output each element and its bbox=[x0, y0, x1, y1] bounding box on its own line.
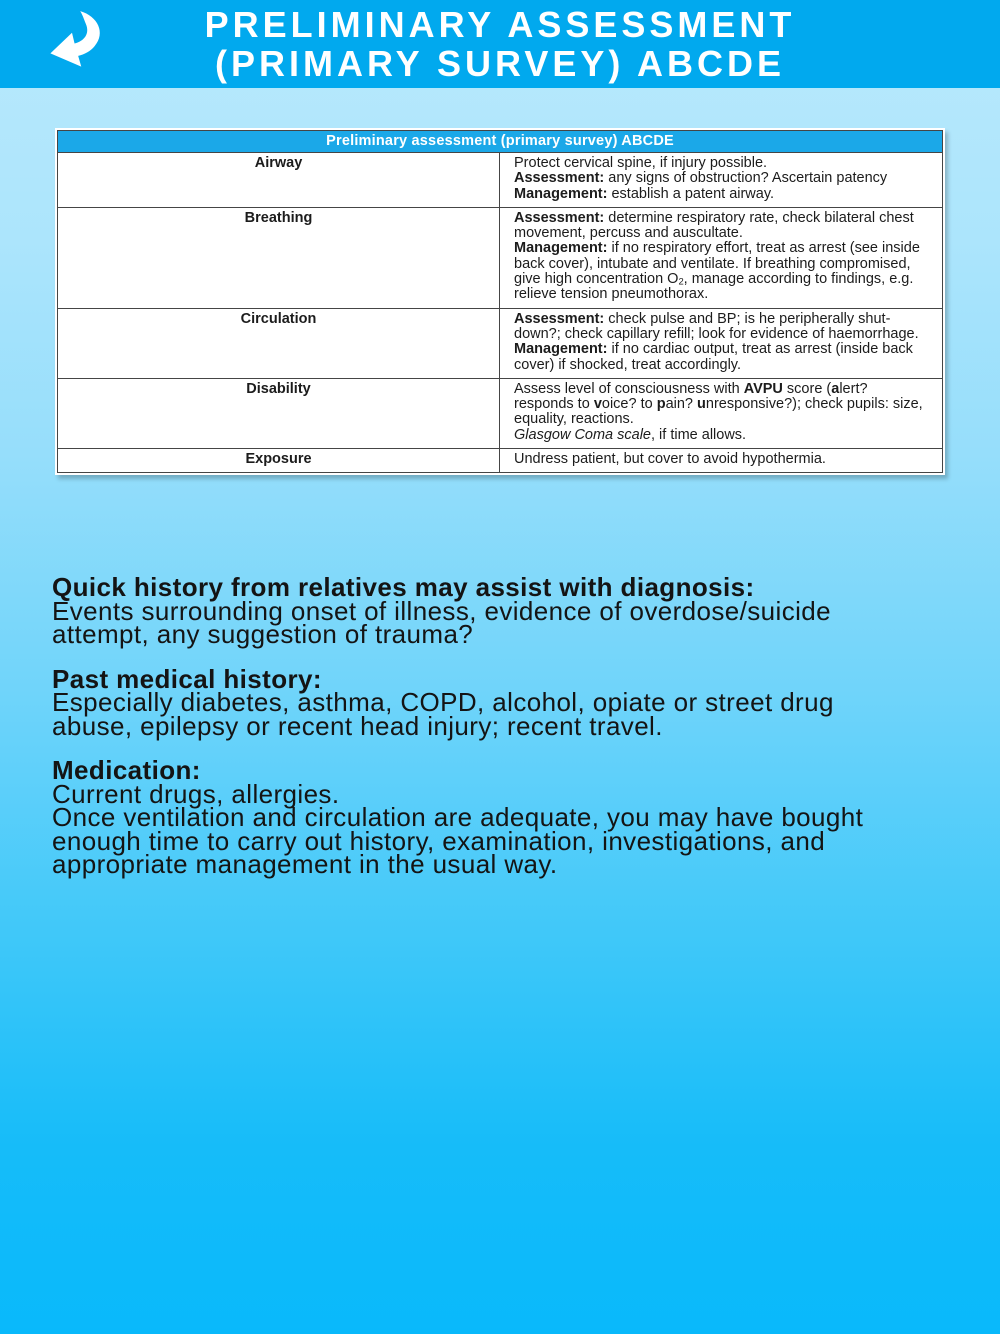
row-label: Disability bbox=[58, 379, 500, 448]
section-heading: Medication: bbox=[52, 755, 201, 785]
row-content: Assessment: check pulse and BP; is he peripherally shut-down?; check capillary refill; look for evidence of haemorrhage. Management: if no cardiac output, treat as arrest (inside back cover) if shocked, treat accordingly. bbox=[514, 310, 919, 373]
table-row bbox=[58, 309, 942, 379]
text-section bbox=[52, 663, 904, 741]
row-content: Assess level of consciousness with AVPU score (alert? responds to voice? to pain? unresponsive?); check pupils: size, equality, reactions. Glasgow Coma scale, if time allows. bbox=[514, 380, 923, 443]
section-body: Current drugs, allergies. Once ventilation and circulation are adequate, you may have bought enough time to carry out history, examination, investigations, and appropriate management in the usual way. bbox=[52, 778, 864, 879]
table-row bbox=[58, 449, 942, 472]
app-header bbox=[0, 0, 1000, 88]
text-section bbox=[52, 572, 904, 649]
row-label: Airway bbox=[58, 153, 500, 207]
page-title-line2: (PRIMARY SURVEY) ABCDE bbox=[214, 43, 786, 84]
table-row bbox=[58, 208, 942, 309]
row-content: Undress patient, but cover to avoid hypothermia. bbox=[514, 451, 826, 468]
section-heading: Quick history from relatives may assist with diagnosis: bbox=[52, 572, 755, 602]
table-row bbox=[58, 379, 942, 449]
page-title bbox=[0, 5, 1000, 83]
row-label: Exposure bbox=[58, 449, 500, 472]
row-content: Protect cervical spine, if injury possible. Assessment: any signs of obstruction? Ascertain patency Management: establish a patent airway. bbox=[514, 155, 888, 202]
section-body: Especially diabetes, asthma, COPD, alcohol, opiate or street drug abuse, epilepsy or recent head injury; recent travel. bbox=[52, 687, 834, 741]
section-body: Events surrounding onset of illness, evidence of overdose/suicide attempt, any suggestion of trauma? bbox=[52, 595, 831, 649]
text-section bbox=[52, 755, 904, 879]
abcde-table bbox=[57, 130, 943, 473]
row-label: Breathing bbox=[58, 208, 500, 308]
row-label: Circulation bbox=[58, 309, 500, 378]
table-row bbox=[58, 153, 942, 208]
page-title-line1: PRELIMINARY ASSESSMENT bbox=[204, 4, 796, 45]
row-content: Assessment: determine respiratory rate, check bilateral chest movement, percuss and auscultate. Management: if no respiratory effort, treat as arrest (see inside back cover), intubate and ventilate. If breathing compromised, give high concentration $O_2$, manage according to findings, e.g. relieve tension pneumothorax. bbox=[514, 209, 920, 303]
section-heading: Past medical history: bbox=[52, 663, 322, 694]
abcde-table-card bbox=[55, 128, 945, 475]
notes-sections bbox=[52, 572, 904, 898]
table-title: Preliminary assessment (primary survey) ABCDE bbox=[58, 131, 942, 153]
table-body bbox=[58, 153, 942, 472]
